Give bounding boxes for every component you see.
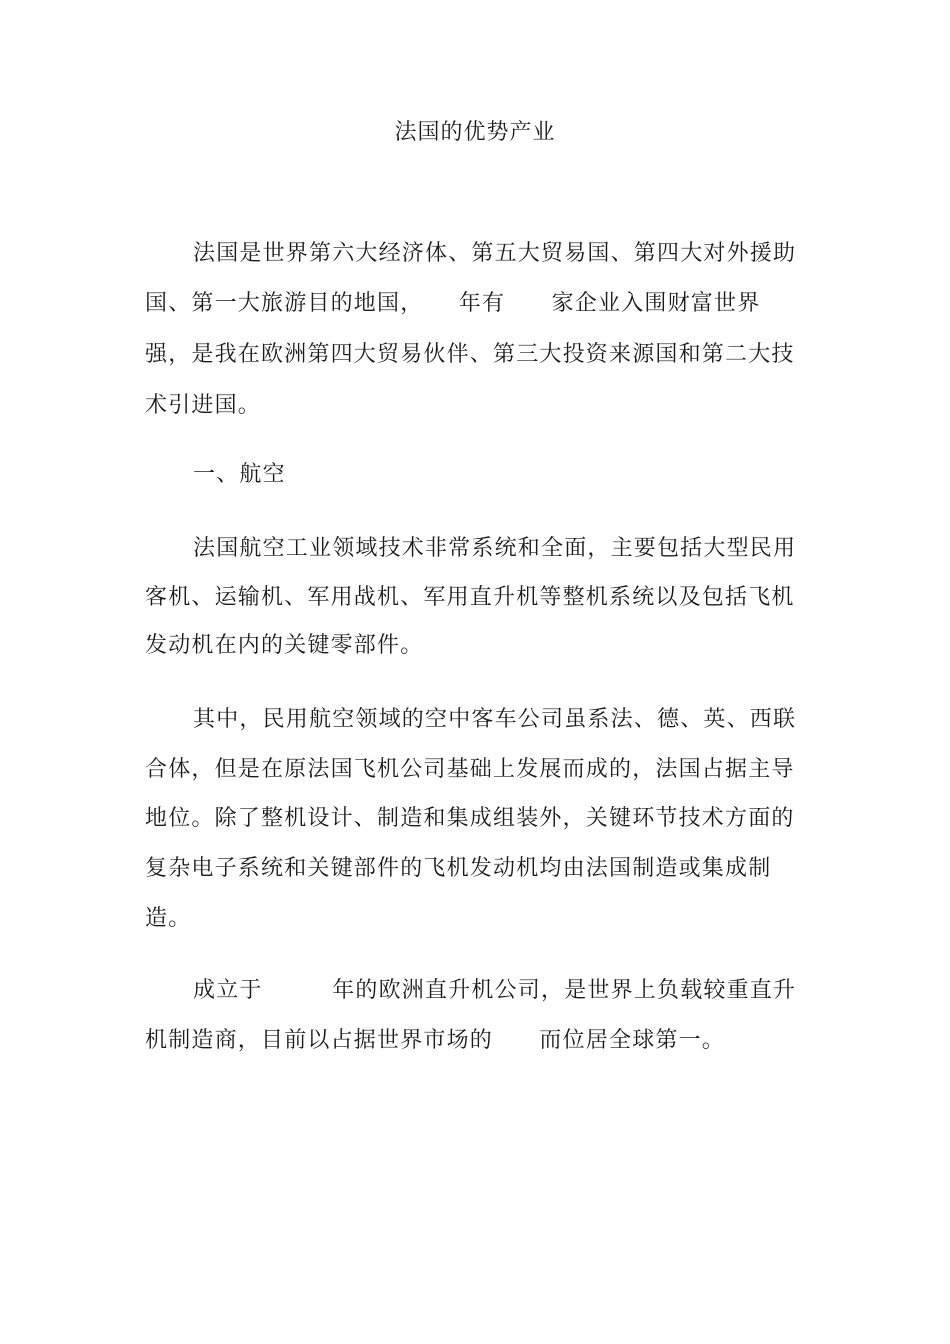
paragraph-line: 法国航空工业领域技术非常系统和全面，主要包括大型民用	[193, 536, 797, 561]
paragraph-line: 法国是世界第六大经济体、第五大贸易国、第四大对外援助	[193, 241, 797, 266]
paragraph-line: 地位。除了整机设计、制造和集成组装外，关键环节技术方面的	[145, 806, 795, 831]
paragraph-line: 客机、运输机、军用战机、军用直升机等整机系统以及包括飞机	[145, 585, 795, 610]
paragraph-line: 造。	[145, 906, 192, 931]
paragraph-line: 机制造商，目前以占据世界市场的 而位居全球第一。	[145, 1028, 726, 1053]
paragraph-line: 强，是我在欧洲第四大贸易伙伴、第三大投资来源国和第二大技	[145, 342, 795, 367]
paragraph-line: 国、第一大旅游目的地国， 年有 家企业入围财富世界	[145, 291, 761, 316]
paragraph-line: 其中，民用航空领域的空中客车公司虽系法、德、英、西联	[193, 707, 797, 732]
paragraph-line: 合体，但是在原法国飞机公司基础上发展而成的，法国占据主导	[145, 757, 795, 782]
paragraph-line: 发动机在内的关键零部件。	[145, 633, 424, 658]
document-title: 法国的优势产业	[394, 120, 556, 145]
paragraph-line: 成立于 年的欧洲直升机公司，是世界上负载较重直升	[193, 978, 797, 1003]
paragraph-line: 复杂电子系统和关键部件的飞机发动机均由法国制造或集成制	[145, 856, 772, 881]
section-heading: 一、航空	[193, 462, 286, 487]
paragraph-line: 术引进国。	[145, 393, 262, 418]
